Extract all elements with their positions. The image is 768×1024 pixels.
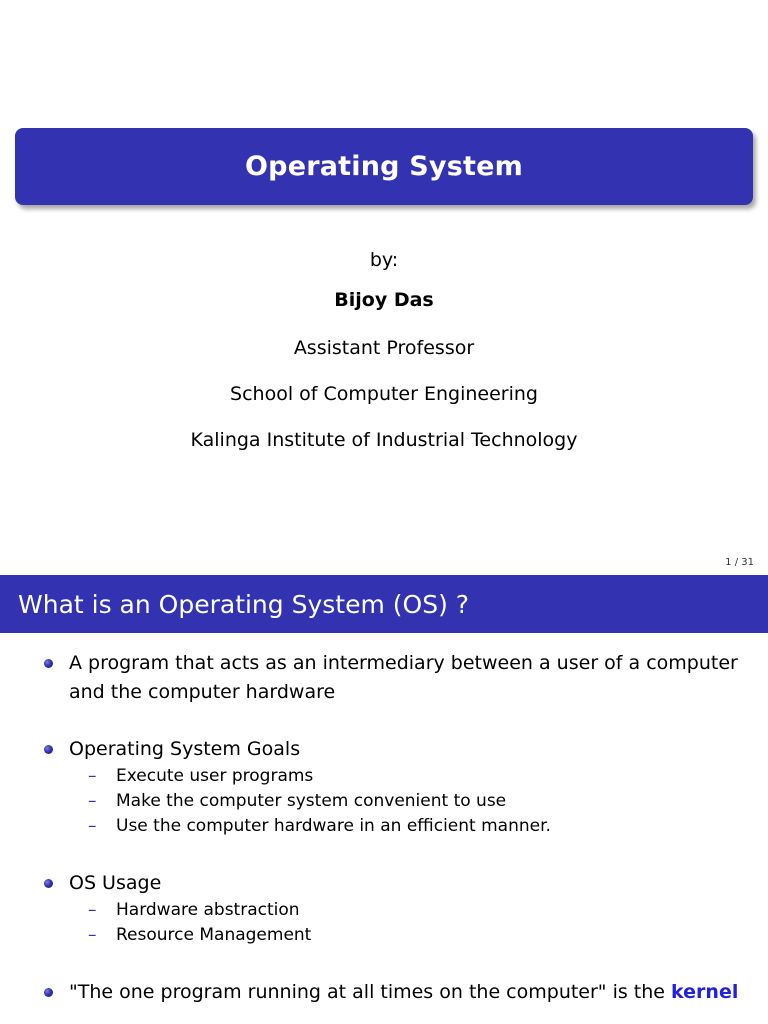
content-slide <box>0 575 768 1024</box>
bullet-dot-icon <box>44 988 53 997</box>
author-name: Bijoy Das <box>334 289 434 311</box>
bullet-item <box>0 869 768 898</box>
sub-item <box>0 789 768 814</box>
sub-item <box>0 923 768 948</box>
bullet-item <box>0 735 768 764</box>
bullet-dot-icon <box>44 879 53 888</box>
bullet-text: Operating System Goals <box>69 738 301 760</box>
sub-item-text: Execute user programs <box>116 766 314 786</box>
by-label: by: <box>369 249 399 271</box>
bullet-dot-icon <box>44 659 53 668</box>
sub-item <box>0 898 768 923</box>
sub-item-text: Make the computer system convenient to use <box>116 791 507 811</box>
bullet-text: OS Usage <box>69 872 162 894</box>
sub-item-text: Resource Management <box>116 925 312 945</box>
sub-item-text: Hardware abstraction <box>116 900 300 920</box>
title-box <box>15 128 753 205</box>
dash-icon: – <box>88 766 97 786</box>
dash-icon: – <box>88 791 97 811</box>
bullet-text: A program that acts as an intermediary between a user of a computer and the computer hardware <box>69 652 738 703</box>
author-institute: Kalinga Institute of Industrial Technology <box>190 429 578 451</box>
bullet-text: "The one program running at all times on the computer" is the <box>69 981 665 1003</box>
sub-item-text: Use the computer hardware in an efficient manner. <box>116 816 551 836</box>
sub-item <box>0 814 768 839</box>
dash-icon: – <box>88 925 97 945</box>
presentation-title: Operating System <box>245 151 523 182</box>
page-number: 1 / 31 <box>725 557 754 568</box>
author-school: School of Computer Engineering <box>230 383 538 405</box>
bullet-item <box>0 649 768 707</box>
author-block <box>0 246 768 454</box>
frame-title-bar <box>0 575 768 633</box>
sub-item <box>0 764 768 789</box>
bullet-list <box>0 649 768 1007</box>
dash-icon: – <box>88 900 97 920</box>
kernel-highlight: kernel <box>671 981 739 1003</box>
bullet-item <box>0 978 768 1007</box>
sub-list <box>0 764 768 839</box>
sub-list <box>0 898 768 948</box>
bullet-dot-icon <box>44 745 53 754</box>
frame-title: What is an Operating System (OS) ? <box>18 589 470 619</box>
dash-icon: – <box>88 816 97 836</box>
author-role: Assistant Professor <box>293 337 475 359</box>
